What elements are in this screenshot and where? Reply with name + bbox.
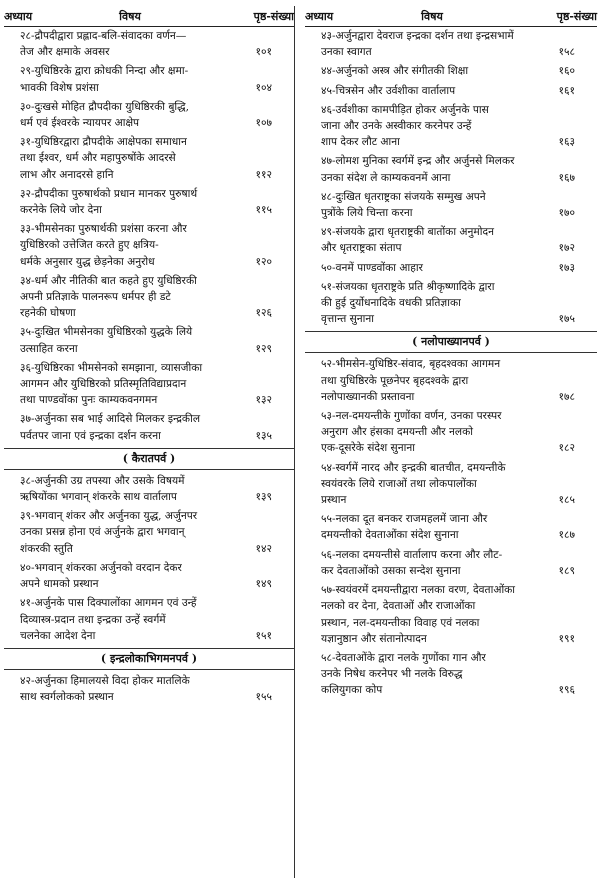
- toc-entry: [305, 188, 597, 223]
- entry-text: ४३-अर्जुनद्वारा देवराज इन्द्रका दर्शन तथा इन्द्रसभामें उनका स्वागत: [321, 30, 514, 59]
- entry-page-number: ११५: [255, 204, 272, 217]
- entry-text: ५४-स्वर्गमें नारद और इन्द्रकी बातचीत, दमयन्तीके स्वयंवरके लिये राजाओं तथा लोकपालोंका प्रस्थान: [321, 461, 506, 507]
- toc-entry: [305, 459, 597, 511]
- toc-entry: [4, 672, 294, 707]
- toc-entry: [4, 62, 294, 97]
- header-page: पृष्ठ-संख्या: [556, 9, 597, 23]
- entry-text: ३०-दुःखसे मोहित द्रौपदीका युधिष्ठिरकी बुद्धि, धर्म एवं ईश्वरके न्यायपर आक्षेप: [20, 100, 190, 130]
- toc-entry: [305, 546, 597, 581]
- toc-entry: [4, 507, 294, 559]
- entry-text: ३१-युधिष्ठिरद्वारा द्रौपदीके आक्षेपका समाधान तथा ईश्वर, धर्म और महापुरुषोंके आदरसे लाभ और अनादरसे हानि: [20, 136, 187, 181]
- toc-entry: [4, 472, 294, 507]
- toc-entry: [305, 278, 597, 330]
- entry-text: ३६-युधिष्ठिरका भीमसेनको समझाना, व्यासजीका आगमन और युधिष्ठिरको प्रतिस्मृतिविद्याप्रदान तथा पाण्डवोंका पुनः काम्यकवनगमन: [20, 361, 203, 407]
- toc-entry: [305, 27, 597, 62]
- entry-page-number: १६७: [558, 171, 575, 184]
- entry-page-number: १५१: [255, 629, 272, 642]
- toc-entry: [4, 220, 294, 272]
- toc-entry: [305, 407, 597, 459]
- toc-entry: [4, 410, 294, 445]
- entry-page-number: १४२: [255, 542, 272, 555]
- header-subject: विषय: [421, 9, 443, 23]
- section-heading: ( इन्द्रलोकाभिगमनपर्व ): [4, 648, 294, 670]
- entry-page-number: ११२: [255, 168, 272, 181]
- entry-page-number: १८७: [558, 529, 575, 542]
- entry-text: ३३-भीमसेनका पुरुषार्थकी प्रशंसा करना और युधिष्ठिरको उत्तेजित करते हुए क्षत्रिय- धर्मके अनुसार युद्ध छेड़नेका अनुरोध: [20, 223, 187, 268]
- entry-text: ४७-लोमश मुनिका स्वर्गमें इन्द्र और अर्जुनसे मिलकर उनका संदेश ले काम्यकवनमें आना: [321, 155, 515, 184]
- entry-text: ५६-नलका दमयन्तीसे वार्तालाप करना और लौट- कर देवताओंको उसका सन्देश सुनाना: [321, 548, 503, 577]
- left-column: [4, 6, 295, 878]
- toc-entry: [305, 259, 597, 278]
- toc-entry: [305, 581, 597, 649]
- entry-page-number: १०१: [255, 46, 272, 59]
- entry-page-number: १८९: [558, 564, 575, 577]
- toc-entry: [4, 359, 294, 411]
- entry-text: २८-द्रौपदीद्वारा प्रह्लाद-बलि-संवादका वर्णन— तेज और क्षमाके अवसर: [20, 30, 187, 59]
- entry-text: ४५-चित्रसेन और उर्वशीका वार्तालाप: [321, 84, 456, 97]
- entry-page-number: १९६: [558, 684, 575, 697]
- entry-page-number: १९१: [558, 632, 575, 645]
- entry-text: ३२-द्रौपदीका पुरुषार्थको प्रधान मानकर पुरुषार्थ करनेके लिये जोर देना: [20, 187, 198, 217]
- entry-text: ४४-अर्जुनको अस्त्र और संगीतकी शिक्षा: [321, 65, 469, 78]
- toc-entry: [305, 649, 597, 701]
- toc-entry: [305, 223, 597, 258]
- toc-entry: [4, 98, 294, 133]
- toc-entry: [4, 272, 294, 324]
- entry-text: ४६-उर्वशीका कामपीड़ित होकर अर्जुनके पास जाना और उनके अस्वीकार करनेपर उन्हें शाप देकर लौट आना: [321, 103, 489, 149]
- left-entries: [4, 27, 294, 707]
- entry-page-number: १२०: [255, 255, 272, 268]
- entry-page-number: १०४: [255, 81, 272, 94]
- entry-page-number: १३९: [255, 491, 272, 504]
- toc-entry: [4, 185, 294, 220]
- toc-entry: [305, 152, 597, 187]
- toc-entry: [305, 101, 597, 153]
- column-header: [305, 6, 597, 27]
- entry-text: ४८-दुःखित धृतराष्ट्रका संजयके सम्मुख अपने पुत्रोंके लिये चिन्ता करना: [321, 190, 486, 220]
- entry-page-number: १६३: [558, 136, 575, 149]
- right-entries: [305, 27, 597, 701]
- toc-entry: [305, 82, 597, 101]
- entry-text: ५८-देवताओंके द्वारा नलके गुणोंका गान और उनके निषेध करनेपर भी नलके विरुद्ध कलियुगका कोप: [321, 651, 486, 697]
- entry-page-number: १२६: [255, 307, 272, 320]
- entry-text: ३५-दुःखित भीमसेनका युधिष्ठिरको युद्धके लिये उत्साहित करना: [20, 326, 193, 355]
- entry-page-number: १७३: [558, 261, 575, 274]
- entry-page-number: १६१: [558, 84, 575, 97]
- entry-text: ३७-अर्जुनका सब भाई आदिसे मिलकर इन्द्रकील पर्वतपर जाना एवं इन्द्रका दर्शन करना: [20, 413, 200, 442]
- toc-entry: [4, 323, 294, 358]
- entry-text: ४०-भगवान् शंकरका अर्जुनको वरदान देकर अपने धामको प्रस्थान: [20, 561, 182, 591]
- entry-text: ५३-नल-दमयन्तीके गुणोंका वर्णन, उनका परस्पर अनुराग और हंसका दमयन्ती और नलको एक-दूसरेके संदेश सुनाना: [321, 410, 502, 455]
- toc-entry: [305, 62, 597, 81]
- entry-text: ५५-नलका दूत बनकर राजमहलमें जाना और दमयन्तीको देवताओंका संदेश सुनाना: [321, 513, 488, 542]
- section-heading: ( नलोपाख्यानपर्व ): [305, 331, 597, 353]
- entry-page-number: १२९: [255, 342, 272, 355]
- entry-page-number: १८५: [558, 494, 575, 507]
- header-subject: विषय: [119, 9, 141, 23]
- entry-page-number: १७५: [558, 313, 575, 326]
- entry-page-number: १७८: [558, 390, 575, 403]
- entry-page-number: १४९: [255, 578, 272, 591]
- header-chapter: अध्याय: [4, 9, 33, 23]
- right-column: [305, 6, 597, 701]
- entry-text: २९-युधिष्ठिरके द्वारा क्रोधकी निन्दा और क्षमा- भावकी विशेष प्रशंसा: [20, 65, 189, 94]
- toc-entry: [4, 27, 294, 62]
- entry-page-number: १५८: [558, 46, 575, 59]
- section-heading: ( कैरातपर्व ): [4, 448, 294, 470]
- entry-text: ५१-संजयका धृतराष्ट्रके प्रति श्रीकृष्णादिके द्वारा की हुई दुर्योधनादिके वधकी प्रतिज्ञाका वृत्तान्त सुनाना: [321, 280, 495, 326]
- entry-page-number: १०७: [255, 117, 272, 130]
- entry-text: ३८-अर्जुनकी उग्र तपस्या और उसके विषयमें ऋषियोंका भगवान् शंकरके साथ वार्तालाप: [20, 474, 185, 504]
- entry-page-number: १३२: [255, 394, 272, 407]
- toc-entry: [305, 355, 597, 407]
- entry-text: ४२-अर्जुनका हिमालयसे विदा होकर मातलिके साथ स्वर्गलोकको प्रस्थान: [20, 674, 190, 704]
- entry-text: ३९-भगवान् शंकर और अर्जुनका युद्ध, अर्जुनपर उनका प्रसन्न होना एवं अर्जुनके द्वारा भगवान् शंकरकी स्तुति: [20, 510, 198, 555]
- entry-page-number: १७२: [558, 242, 575, 255]
- column-header: [4, 6, 294, 27]
- toc-entry: [305, 510, 597, 545]
- toc-entry: [4, 133, 294, 185]
- toc-entry: [4, 559, 294, 594]
- entry-text: ५०-वनमें पाण्डवोंका आहार: [321, 261, 423, 274]
- toc-entry: [4, 594, 294, 646]
- header-chapter: अध्याय: [305, 9, 334, 23]
- entry-page-number: १५५: [255, 691, 272, 704]
- entry-text: ३४-धर्म और नीतिकी बात कहते हुए युधिष्ठिरकी अपनी प्रतिज्ञाके पालनरूप धर्मपर ही डटे रहनेकी घोषणा: [20, 274, 197, 320]
- entry-page-number: १६०: [558, 65, 575, 78]
- entry-page-number: १३५: [255, 429, 272, 442]
- header-page: पृष्ठ-संख्या: [253, 9, 294, 23]
- entry-text: ५२-भीमसेन-युधिष्ठिर-संवाद, बृहदश्वका आगमन तथा युधिष्ठिरके पूछनेपर बृहदश्वके द्वारा नलोपाख्यानकी प्रस्तावना: [321, 358, 501, 403]
- entry-text: ४१-अर्जुनके पास दिक्पालोंका आगमन एवं उन्हें दिव्यास्त्र-प्रदान तथा इन्द्रका उन्हें स्वर्गमें चलनेका आदेश देना: [20, 597, 197, 642]
- entry-text: ५७-स्वयंवरमें दमयन्तीद्वारा नलका वरण, देवताओंका नलको वर देना, देवताओं और राजाओंका प्रस्थान, नल-दमयन्तीका विवाह एवं नलका यज्ञानुष्ठान और संतानोत्पादन: [321, 584, 516, 645]
- entry-page-number: १८२: [558, 442, 575, 455]
- entry-text: ४९-संजयके द्वारा धृतराष्ट्रकी बातोंका अनुमोदन और धृतराष्ट्रका संताप: [321, 226, 494, 255]
- entry-page-number: १७०: [558, 207, 575, 220]
